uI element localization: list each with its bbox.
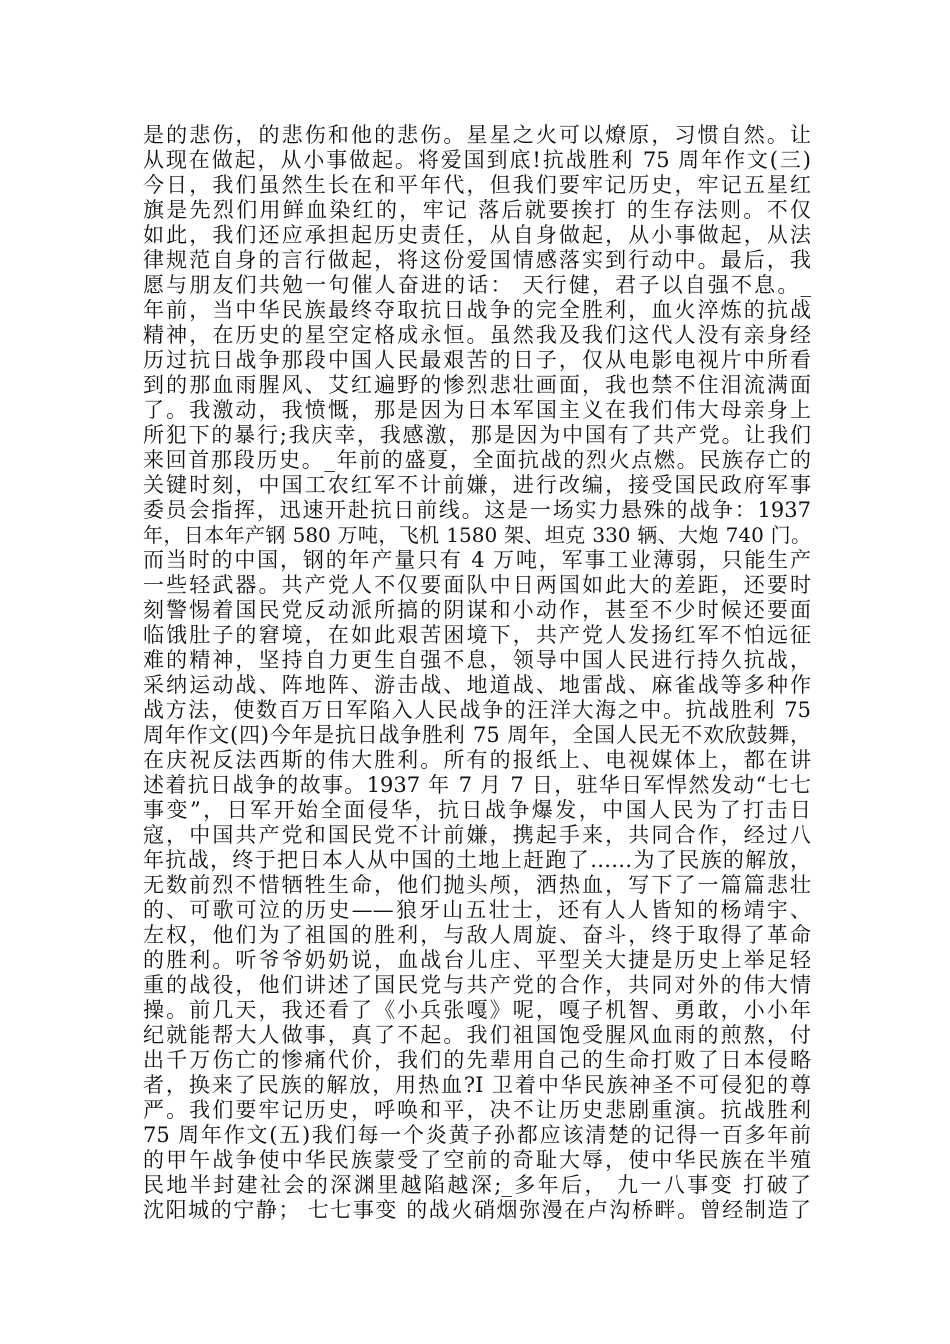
text-line: 民地半封建社会的深渊里越陷越深;_多年后， 九一八事变 打破了 <box>143 1173 811 1197</box>
text-line: 寇，中国共产党和国民党不计前嫌，携起手来，共同合作，经过八 <box>143 823 811 847</box>
text-line: 战方法，使数百万日军陷入人民战争的汪洋大海之中。抗战胜利 75 <box>143 698 811 722</box>
text-line: 所犯下的暴行;我庆幸，我感激，那是因为中国有了共产党。让我们 <box>143 423 811 447</box>
text-line: 出千万伤亡的惨痛代价，我们的先辈用自己的生命打败了日本侵略 <box>143 1048 811 1072</box>
text-line: 而当时的中国，钢的年产量只有 4 万吨，军事工业薄弱，只能生产 <box>143 548 811 572</box>
text-line: 年前，当中华民族最终夺取抗日战争的完全胜利，血火淬炼的抗战 <box>143 298 811 322</box>
text-line: 律规范自身的言行做起，将这份爱国情感落实到行动中。最后，我 <box>143 248 811 272</box>
text-line: 是的悲伤，的悲伤和他的悲伤。星星之火可以燎原，习惯自然。让 <box>143 123 811 147</box>
text-line: 左权，他们为了祖国的胜利，与敌人周旋、奋斗，终于取得了革命 <box>143 923 811 947</box>
text-line: 沈阳城的宁静； 七七事变 的战火硝烟弥漫在卢沟桥畔。曾经制造了 <box>143 1198 811 1222</box>
text-line: 事变”，日军开始全面侵华，抗日战争爆发，中国人民为了打击日 <box>143 798 811 822</box>
text-line: 操。前几天，我还看了《小兵张嘎》呢，嘎子机智、勇敢，小小年 <box>143 998 811 1022</box>
text-line: 历过抗日战争那段中国人民最艰苦的日子，仅从电影电视片中所看 <box>143 348 811 372</box>
text-line: 的甲午战争使中华民族蒙受了空前的奇耻大辱，使中华民族在半殖 <box>143 1148 811 1172</box>
text-line: 纪就能帮大人做事，真了不起。我们祖国饱受腥风血雨的煎熬，付 <box>143 1023 811 1047</box>
text-line: 旗是先烈们用鲜血染红的，牢记 落后就要挨打 的生存法则。不仅 <box>143 198 811 222</box>
text-line: 了。我激动，我愤慨，那是因为日本军国主义在我们伟大母亲身上 <box>143 398 811 422</box>
text-line: 愿与朋友们共勉一句催人奋进的话： 天行健，君子以自强不息。_ <box>143 273 811 297</box>
text-line: 年抗战，终于把日本人从中国的土地上赶跑了……为了民族的解放， <box>143 848 811 872</box>
text-line: 的、可歌可泣的历史——狼牙山五壮士，还有人人皆知的杨靖宇、 <box>143 898 811 922</box>
text-line: 一些轻武器。共产党人不仅要面队中日两国如此大的差距，还要时 <box>143 573 811 597</box>
text-line: 无数前烈不惜牺牲生命，他们抛头颅，洒热血，写下了一篇篇悲壮 <box>143 873 811 897</box>
text-line: 的胜利。听爷爷奶奶说，血战台儿庄、平型关大捷是历史上举足轻 <box>143 948 811 972</box>
text-line: 年，日本年产钢 580 万吨，飞机 1580 架、坦克 330 辆、大炮 740 门。 <box>143 523 811 547</box>
text-line: 75 周年作文(五)我们每一个炎黄子孙都应该清楚的记得一百多年前 <box>143 1123 811 1147</box>
text-line: 如此，我们还应承担起历史责任，从自身做起，从小事做起，从法 <box>143 223 811 247</box>
text-line: 者，换来了民族的解放，用热血?I 卫着中华民族神圣不可侵犯的尊 <box>143 1073 811 1097</box>
body-text <box>143 123 811 1223</box>
text-line: 到的那血雨腥风、艾红遍野的惨烈悲壮画面，我也禁不住泪流满面 <box>143 373 811 397</box>
text-line: 刻警惕着国民党反动派所搞的阴谋和小动作，甚至不少时候还要面 <box>143 598 811 622</box>
text-line: 委员会指挥，迅速开赴抗日前线。这是一场实力悬殊的战争：1937 <box>143 498 811 522</box>
text-line: 关键时刻，中国工农红军不计前嫌，进行改编，接受国民政府军事 <box>143 473 811 497</box>
text-line: 严。我们要牢记历史，呼唤和平，决不让历史悲剧重演。抗战胜利 <box>143 1098 811 1122</box>
text-line: 临饿肚子的窘境，在如此艰苦困境下，共产党人发扬红军不怕远征 <box>143 623 811 647</box>
text-line: 来回首那段历史。_年前的盛夏，全面抗战的烈火点燃。民族存亡的 <box>143 448 811 472</box>
text-line: 从现在做起，从小事做起。将爱国到底!抗战胜利 75 周年作文(三) <box>143 148 811 172</box>
text-line: 采纳运动战、阵地阵、游击战、地道战、地雷战、麻雀战等多种作 <box>143 673 811 697</box>
text-line: 精神，在历史的星空定格成永恒。虽然我及我们这代人没有亲身经 <box>143 323 811 347</box>
text-line: 述着抗日战争的故事。1937 年 7 月 7 日，驻华日军悍然发动“七七 <box>143 773 811 797</box>
text-line: 在庆祝反法西斯的伟大胜利。所有的报纸上、电视媒体上，都在讲 <box>143 748 811 772</box>
text-line: 重的战役，他们讲述了国民党与共产党的合作，共同对外的伟大情 <box>143 973 811 997</box>
text-line: 周年作文(四)今年是抗日战争胜利 75 周年，全国人民无不欢欣鼓舞， <box>143 723 811 747</box>
text-line: 今日，我们虽然生长在和平年代，但我们要牢记历史，牢记五星红 <box>143 173 811 197</box>
text-line: 难的精神，坚持自力更生自强不息，领导中国人民进行持久抗战， <box>143 648 811 672</box>
